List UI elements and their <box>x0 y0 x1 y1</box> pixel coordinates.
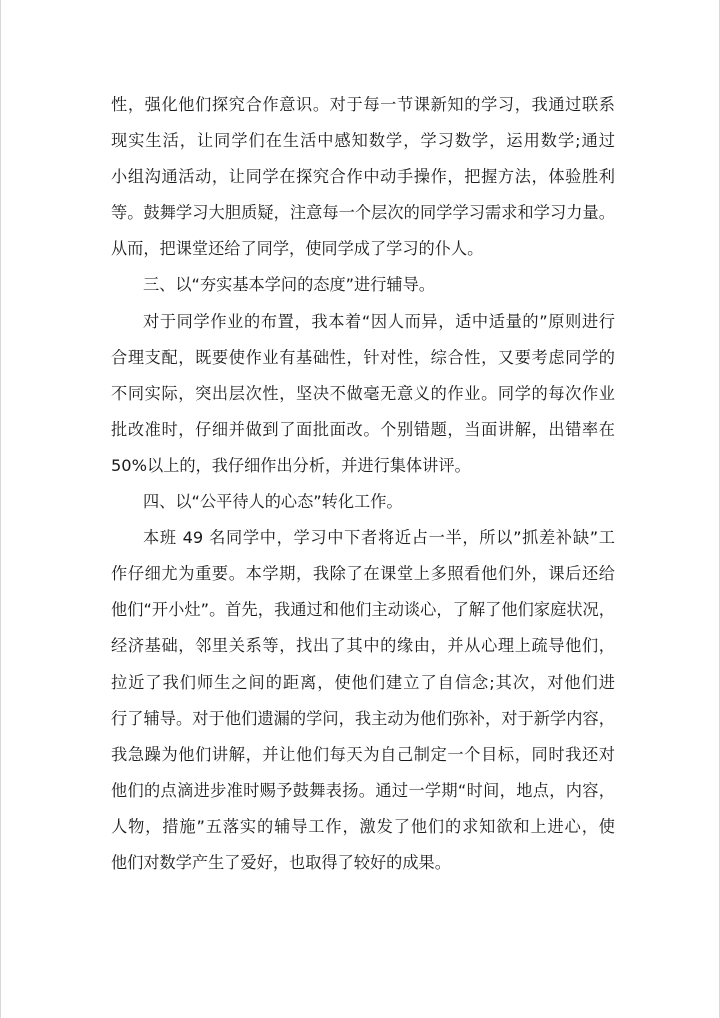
section-heading-text: 四、以“公平待人的心态”转化工作。 <box>143 492 403 512</box>
text-line: 他们对数学产生了爱好，也取得了较好的成果。 <box>111 852 451 872</box>
text-line: 合理支配，既要使作业有基础性，针对性，综合性，又要考虑同学的 <box>111 347 615 367</box>
paragraph <box>111 304 615 484</box>
text-line: 拉近了我们师生之间的距离，使他们建立了自信念;其次，对他们进 <box>111 672 615 692</box>
text-line: 他们“开小灶”。首先，我通过和他们主动谈心，了解了他们家庭状况， <box>111 600 615 620</box>
text-line: 批改准时，仔细并做到了面批面改。个别错题，当面讲解，出错率在 <box>111 419 615 439</box>
text-line: 性，强化他们探究合作意识。对于每一节课新知的学习，我通过联系 <box>111 95 615 114</box>
text-line: 他们的点滴进步准时赐予鼓舞表扬。通过一学期“时间，地点，内容， <box>111 780 615 800</box>
paragraph <box>111 87 615 267</box>
text-line: 本班 49 名同学中，学习中下者将近占一半，所以”抓差补缺”工 <box>143 528 615 548</box>
section-heading <box>111 484 615 520</box>
text-line: 等。鼓舞学习大胆质疑，注意每一个层次的同学学习需求和学习力量。 <box>111 203 615 223</box>
section-heading-text: 三、以“夯实基本学问的态度”进行辅导。 <box>143 275 435 295</box>
text-line: 行了辅导。对于他们遗漏的学问，我主动为他们弥补，对于新学内容， <box>111 708 615 728</box>
text-line: 人物，措施”五落实的辅导工作，激发了他们的求知欲和上进心，使 <box>111 816 615 836</box>
document-body <box>111 87 615 881</box>
section-heading <box>111 267 615 303</box>
text-line: 从而，把课堂还给了同学，使同学成了学习的仆人。 <box>111 239 484 259</box>
text-line: 50%以上的，我仔细作出分析，并进行集体讲评。 <box>111 455 471 475</box>
text-line: 作仔细尤为重要。本学期，我除了在课堂上多照看他们外，课后还给 <box>111 564 615 584</box>
text-line: 不同实际，突出层次性，坚决不做毫无意义的作业。同学的每次作业 <box>111 383 615 403</box>
text-line: 经济基础，邻里关系等，找出了其中的缘由，并从心理上疏导他们， <box>111 636 615 656</box>
text-line: 对于同学作业的布置，我本着“因人而异，适中适量的”原则进行 <box>143 311 615 331</box>
text-line: 小组沟通活动，让同学在探究合作中动手操作，把握方法，体验胜利 <box>111 167 615 187</box>
text-line: 现实生活，让同学们在生活中感知数学，学习数学，运用数学;通过 <box>111 131 615 151</box>
text-line: 我急躁为他们讲解，并让他们每天为自己制定一个目标，同时我还对 <box>111 744 615 764</box>
paragraph <box>111 520 615 881</box>
